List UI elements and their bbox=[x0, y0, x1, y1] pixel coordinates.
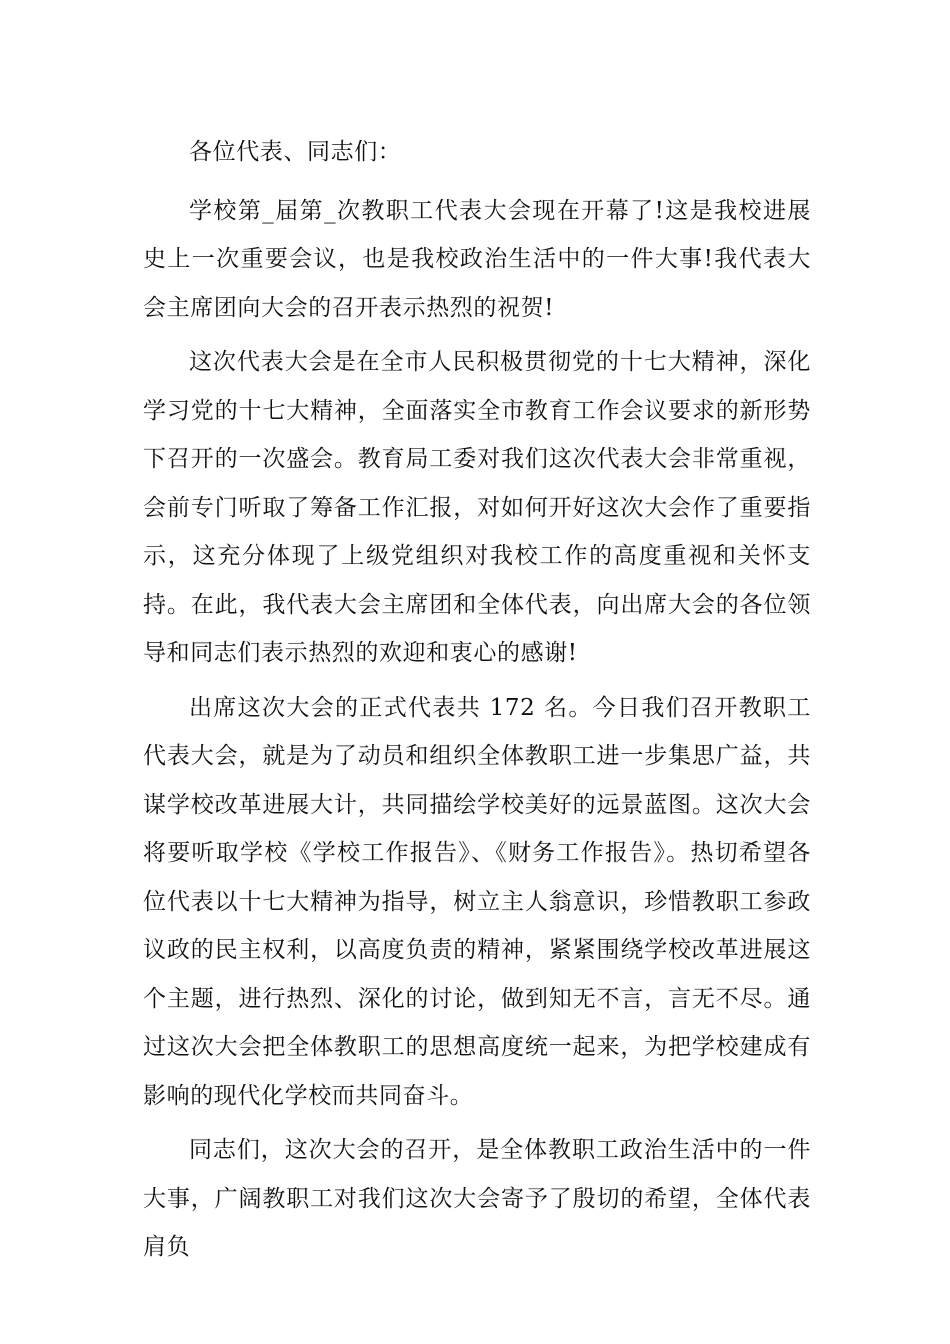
paragraph-closing: 同志们，这次大会的召开，是全体教职工政治生活中的一件大事，广阔教职工对我们这次大会寄予了殷切的希望，全体代表肩负 bbox=[143, 1137, 811, 1260]
paragraph-background: 这次代表大会是在全市人民积极贯彻党的十七大精神，深化学习党的十七大精神，全面落实全市教育工作会议要求的新形势下召开的一次盛会。教育局工委对我们这次代表大会非常重视，会前专门听取了筹备工作汇报，对如何开好这次大会作了重要指示，这充分体现了上级党组织对我校工作的高度重视和关怀支持。在此，我代表大会主席团和全体代表，向出席大会的各位领导和同志们表示热烈的欢迎和衷心的感谢! bbox=[143, 349, 811, 666]
paragraph-opening: 学校第_届第_次教职工代表大会现在开幕了!这是我校进展史上一次重要会议，也是我校政治生活中的一件大事!我代表大会主席团向大会的召开表示热烈的祝贺! bbox=[143, 197, 811, 321]
salutation: 各位代表、同志们： bbox=[189, 139, 402, 165]
paragraph-delegates: 出席这次大会的正式代表共 172 名。今日我们召开教职工代表大会，就是为了动员和组织全体教职工进一步集思广益，共谋学校改革进展大计，共同描绘学校美好的远景蓝图。这次大会将要听取学校《学校工作报告》、《财务工作报告》。热切希望各位代表以十七大精神为指导，树立主人翁意识，珍惜教职工参政议政的民主权利，以高度负责的精神，紧紧围绕学校改革进展这个主题，进行热烈、深化的讨论，做到知无不言，言无不尽。通过这次大会把全体教职工的思想高度统一起来，为把学校建成有影响的现代化学校而共同奋斗。 bbox=[143, 694, 811, 1109]
document-body bbox=[143, 128, 811, 1272]
